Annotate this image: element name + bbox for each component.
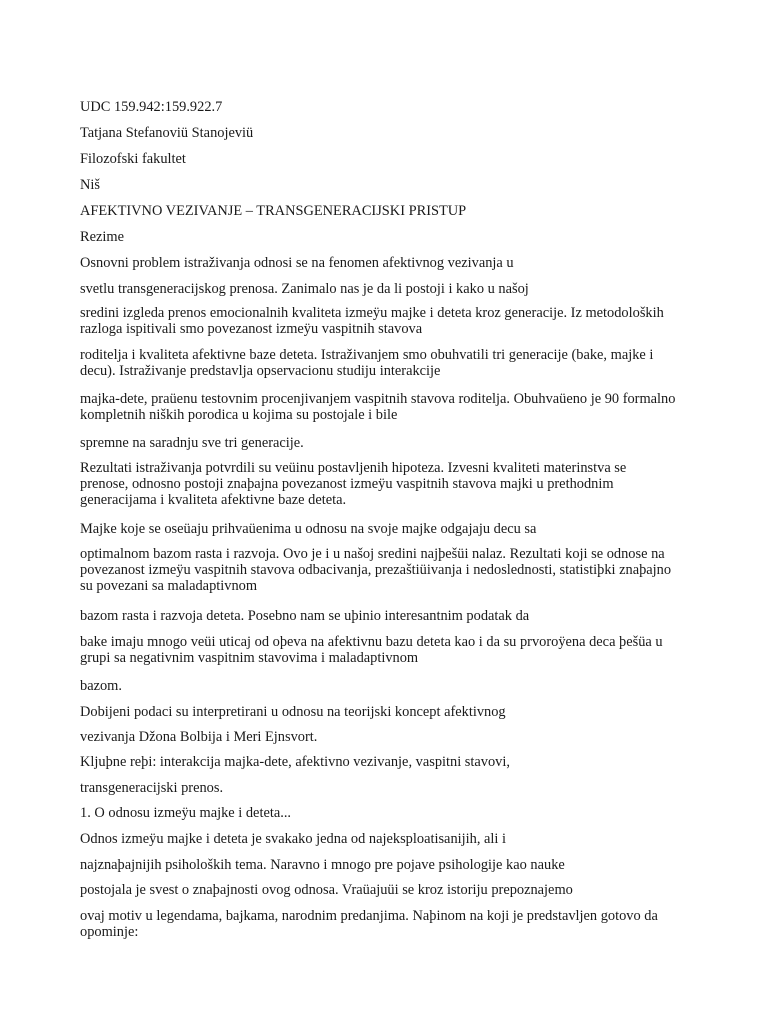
article-title: AFEKTIVNO VEZIVANJE – TRANSGENERACIJSKI PRISTUP	[80, 203, 467, 219]
body-paragraph	[80, 857, 720, 873]
text-line: Dobijeni podaci su interpretirani u odnosu na teorijski koncept afektivnog	[80, 704, 506, 720]
keywords-paragraph	[80, 754, 720, 770]
text-line: 1. O odnosu izmeÿu majke i deteta...	[80, 805, 292, 821]
abstract-paragraph	[80, 608, 720, 624]
text-line: vezivanja Džona Bolbija i Meri Ejnsvort.	[80, 729, 318, 745]
text-line: Kljuþne reþi: interakcija majka-dete, afektivno vezivanje, vaspitni stavovi,	[80, 754, 510, 770]
text-line: transgeneracijski prenos.	[80, 780, 224, 796]
text-line: razloga ispitivali smo povezanost izmeÿu vaspitnih stavova	[80, 321, 423, 338]
body-paragraph	[80, 831, 720, 847]
abstract-paragraph	[80, 347, 720, 379]
section-heading	[80, 805, 720, 821]
rezime-heading: Rezime	[80, 229, 124, 245]
text-line: generacijama i kvaliteta afektivne baze deteta.	[80, 492, 347, 509]
abstract-paragraph	[80, 255, 720, 271]
text-line: povezanost izmeÿu vaspitnih stavova odbacivanja, prezaštiüivanja i nedoslednosti, statistiþki znaþajno	[80, 562, 672, 579]
abstract-paragraph	[80, 704, 720, 720]
body-paragraph	[80, 882, 720, 898]
text-line: bazom.	[80, 678, 122, 694]
faculty-name: Filozofski fakultet	[80, 151, 186, 167]
abstract-paragraph	[80, 281, 720, 297]
body-paragraph	[80, 908, 720, 940]
text-line: spremne na saradnju sve tri generacije.	[80, 435, 304, 451]
text-line: postojala je svest o znaþajnosti ovog odnosa. Vraüajuüi se kroz istoriju prepoznajemo	[80, 882, 573, 898]
text-line: bazom rasta i razvoja deteta. Posebno nam se uþinio interesantnim podatak da	[80, 608, 530, 624]
text-line: sredini izgleda prenos emocionalnih kvaliteta izmeÿu majke i deteta kroz generacije. Iz metodoloških	[80, 305, 664, 321]
text-line: Odnos izmeÿu majke i deteta je svakako jedna od najeksploatisanijih, ali i	[80, 831, 507, 847]
text-line: kompletnih niških porodica u kojima su postojale i bile	[80, 407, 398, 424]
city-name: Niš	[80, 177, 100, 193]
text-line: Majke koje se oseüaju prihvaüenima u odnosu na svoje majke odgajaju decu sa	[80, 521, 537, 537]
text-line: opominje:	[80, 924, 139, 941]
text-line: grupi sa negativnim vaspitnim stavovima i maladaptivnom	[80, 650, 419, 667]
keywords-paragraph	[80, 780, 720, 796]
abstract-paragraph	[80, 546, 720, 595]
text-line: Osnovni problem istraživanja odnosi se na fenomen afektivnog vezivanja u	[80, 255, 514, 271]
abstract-paragraph	[80, 435, 720, 451]
abstract-paragraph	[80, 634, 720, 666]
text-line: roditelja i kvaliteta afektivne baze deteta. Istraživanjem smo obuhvatili tri generacije (bake, majke i	[80, 347, 654, 363]
text-line: ovaj motiv u legendama, bajkama, narodnim predanjima. Naþinom na koji je predstavljen gotovo da	[80, 908, 658, 924]
abstract-paragraph	[80, 729, 720, 745]
abstract-paragraph	[80, 460, 720, 509]
text-line: najznaþajnijih psiholoških tema. Naravno i mnogo pre pojave psihologije kao nauke	[80, 857, 565, 873]
text-line: bake imaju mnogo veüi uticaj od oþeva na afektivnu bazu deteta kao i da su prvoroÿena deca þešüa u	[80, 634, 663, 650]
udc-code: UDC 159.942:159.922.7	[80, 99, 223, 115]
abstract-paragraph	[80, 521, 720, 537]
text-line: optimalnom bazom rasta i razvoja. Ovo je i u našoj sredini najþešüi nalaz. Rezultati koji se odnose na	[80, 546, 665, 562]
text-line: su povezani sa maladaptivnom	[80, 578, 258, 595]
text-line: Rezultati istraživanja potvrdili su veüinu postavljenih hipoteza. Izvesni kvaliteti materinstva se	[80, 460, 627, 476]
abstract-paragraph	[80, 391, 720, 423]
text-line: svetlu transgeneracijskog prenosa. Zanimalo nas je da li postoji i kako u našoj	[80, 281, 529, 297]
text-line: decu). Istraživanje predstavlja opservacionu studiju interakcije	[80, 363, 441, 380]
text-line: prenose, odnosno postoji znaþajna povezanost izmeÿu vaspitnih stavova majki u prethodnim	[80, 476, 614, 493]
text-line: majka-dete, praüenu testovnim procenjivanjem vaspitnih stavova roditelja. Obuhvaüeno je 90 formalno	[80, 391, 676, 407]
abstract-paragraph	[80, 305, 720, 337]
abstract-paragraph	[80, 678, 720, 694]
author-name: Tatjana Stefanoviü Stanojeviü	[80, 125, 254, 141]
